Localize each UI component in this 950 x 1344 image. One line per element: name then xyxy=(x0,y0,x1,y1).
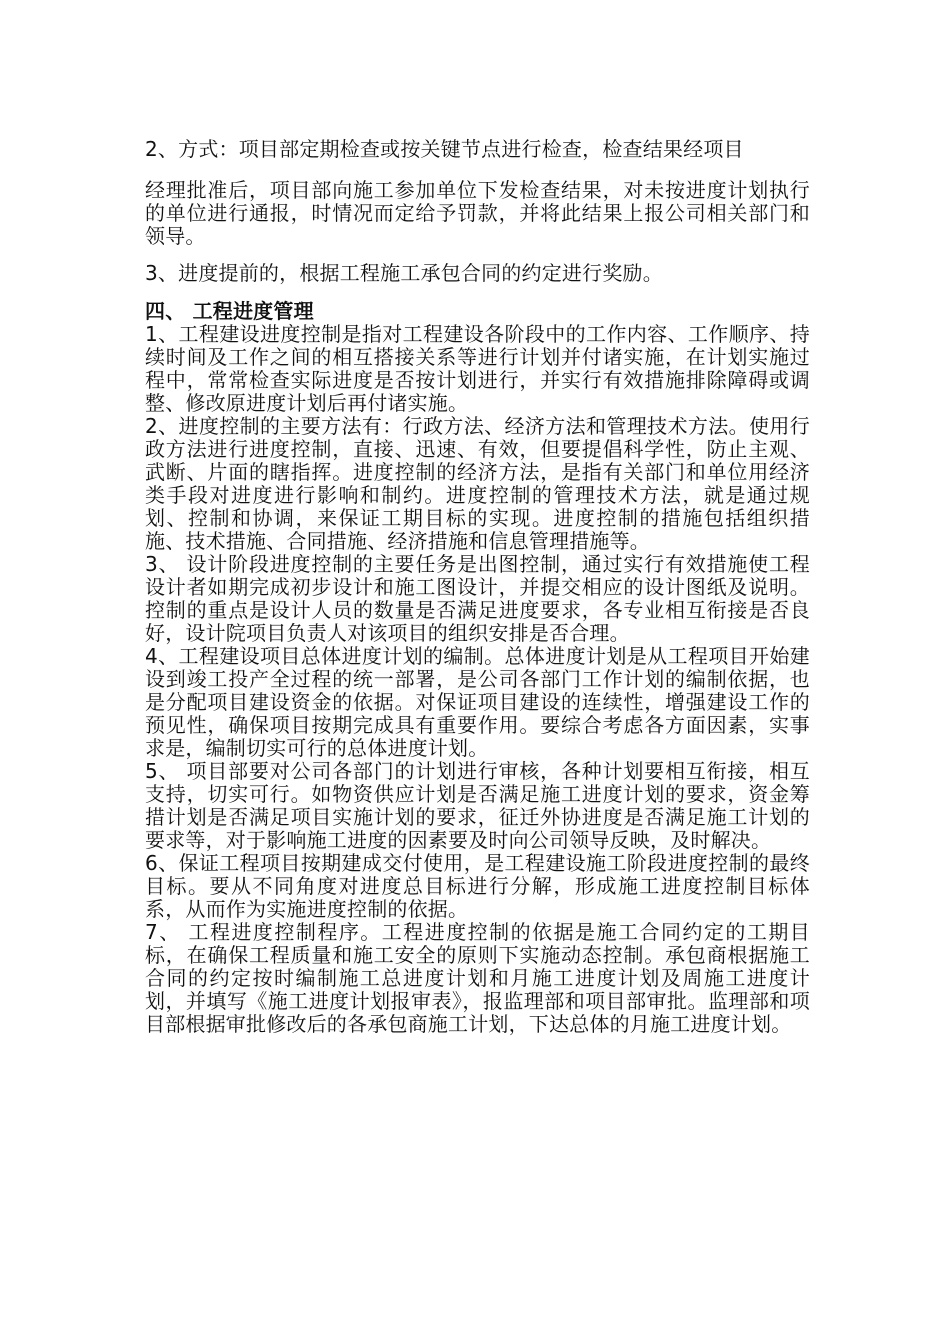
paragraph-method-line1: 2、方式：项目部定期检查或按关键节点进行检查，检查结果经项目 xyxy=(145,137,744,161)
paragraph-reward: 3、进度提前的，根据工程施工承包合同的约定进行奖励。 xyxy=(145,261,663,285)
document-page xyxy=(145,120,810,1036)
section-item-2: 2、进度控制的主要方法有：行政方法、经济方法和管理技术方法。使用行政方法进行进度控制，直接、迅速、有效，但要提倡科学性，防止主观、武断、片面的瞎指挥。进度控制的经济方法，是指有关部门和单位用经济类手段对进度进行影响和制约。进度控制的管理技术方法，就是通过规划、控制和协调，来保证工期目标的实现。进度控制的措施包括组织措施、技术措施、合同措施、经济措施和信息管理措施等。 xyxy=(145,414,810,553)
paragraph-method-continued: 经理批准后，项目部向施工参加单位下发检查结果，对未按进度计划执行的单位进行通报，时情况而定给予罚款，并将此结果上报公司相关部门和领导。 xyxy=(145,178,810,248)
section-item-3: 3、 设计阶段进度控制的主要任务是出图控制，通过实行有效措施使工程设计者如期完成初步设计和施工图设计，并提交相应的设计图纸及说明。控制的重点是设计人员的数量是否满足进度要求，各专业相互衔接是否良好，设计院项目负责人对该项目的组织安排是否合理。 xyxy=(145,552,810,645)
section-item-6: 6、保证工程项目按期建成交付使用，是工程建设施工阶段进度控制的最终目标。要从不同角度对进度总目标进行分解，形成施工进度控制目标体系，从而作为实施进度控制的依据。 xyxy=(145,851,810,921)
section-item-5: 5、 项目部要对公司各部门的计划进行审核，各种计划要相互衔接，相互支持，切实可行。如物资供应计划是否满足施工进度计划的要求，资金筹措计划是否满足项目实施计划的要求，征迁外协进度是否满足施工计划的要求等，对于影响施工进度的因素要及时向公司领导反映，及时解决。 xyxy=(145,759,810,852)
section-item-4: 4、工程建设项目总体进度计划的编制。总体进度计划是从工程项目开始建设到竣工投产全过程的统一部署，是公司各部门工作计划的编制依据，也是分配项目建设资金的依据。对保证项目建设的连续性，增强建设工作的预见性，确保项目按期完成具有重要作用。要综合考虑各方面因素，实事求是，编制切实可行的总体进度计划。 xyxy=(145,644,810,760)
section-item-1: 1、工程建设进度控制是指对工程建设各阶段中的工作内容、工作顺序、持续时间及工作之间的相互搭接关系等进行计划并付诸实施，在计划实施过程中，常常检查实际进度是否按计划进行，并实行有效措施排除障碍或调整、修改原进度计划后再付诸实施。 xyxy=(145,322,810,415)
section-heading: 四、 工程进度管理 xyxy=(145,299,314,323)
section-item-7: 7、 工程进度控制程序。工程进度控制的依据是施工合同约定的工期目标，在确保工程质量和施工安全的原则下实施动态控制。承包商根据施工合同的约定按时编制施工总进度计划和月施工进度计划及周施工进度计划，并填写《施工进度计划报审表》，报监理部和项目部审批。监理部和项目部根据审批修改后的各承包商施工计划，下达总体的月施工进度计划。 xyxy=(145,920,810,1036)
